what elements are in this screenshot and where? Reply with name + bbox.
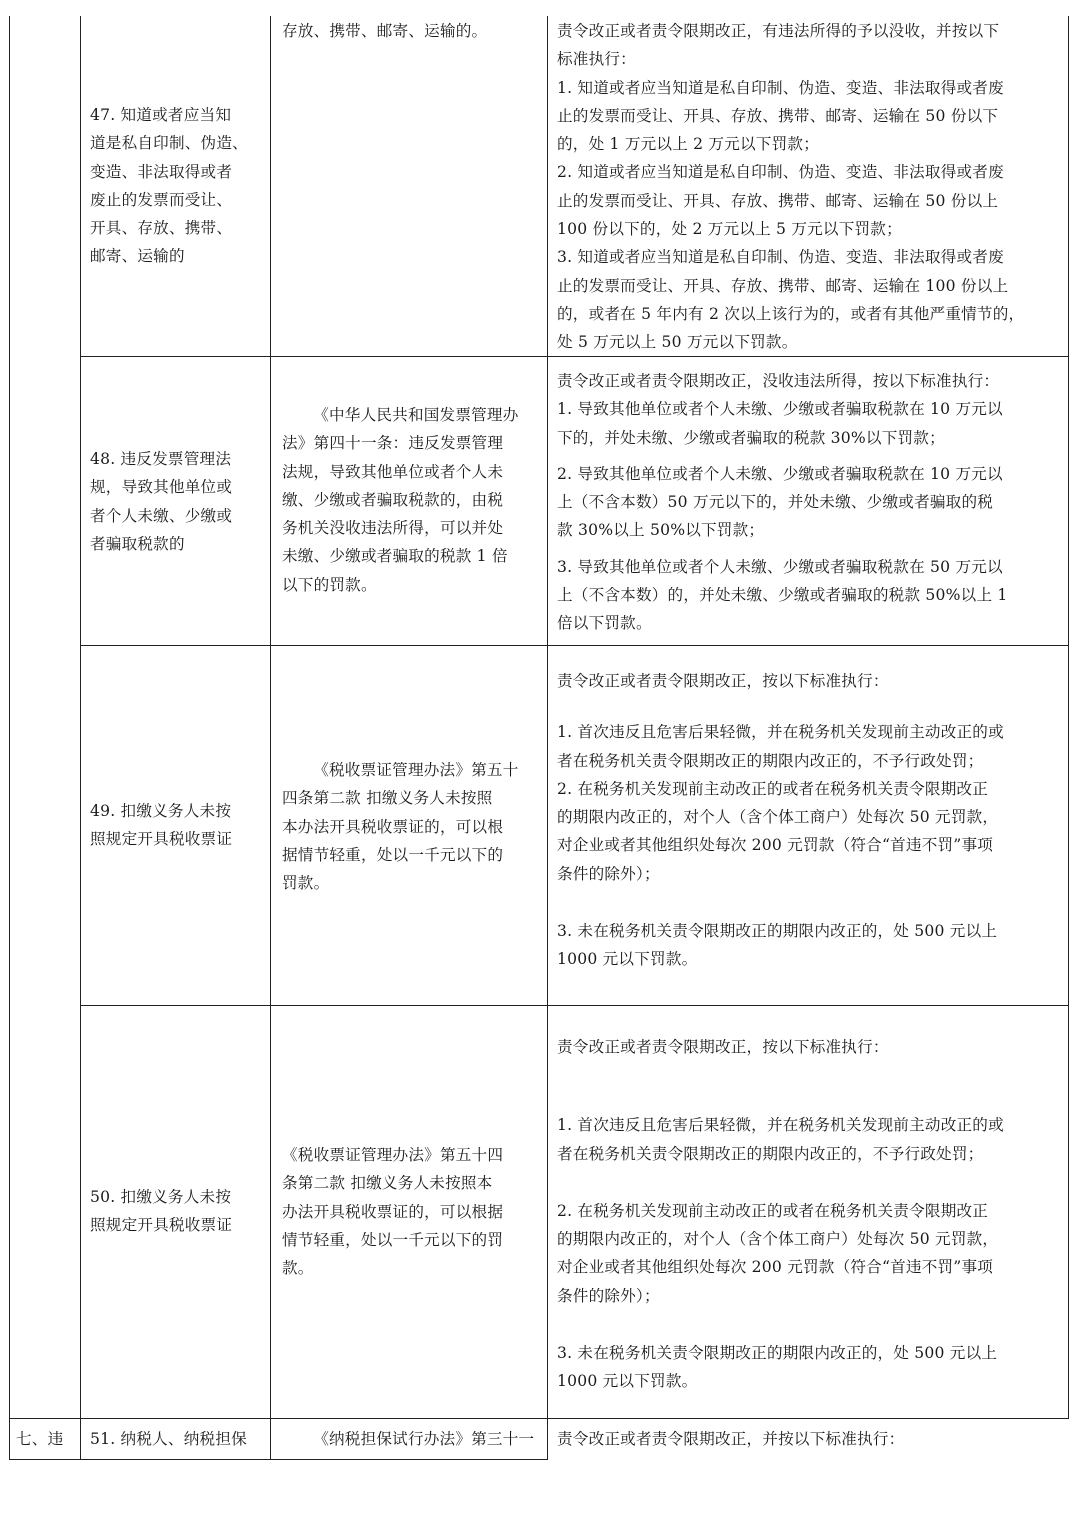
text-line: 款。 bbox=[282, 1259, 314, 1278]
text-line: 标准执行： bbox=[557, 50, 636, 69]
text-line: 51. 纳税人、纳税担保 bbox=[90, 1430, 247, 1448]
text-line: 款 30%以上 50%以下罚款； bbox=[557, 521, 765, 540]
text-line: 对企业或者其他组织处每次 200 元罚款（符合“首违不罚”事项 bbox=[557, 836, 994, 855]
text-line: 条件的除外）； bbox=[557, 1286, 660, 1305]
text-line: 下的，并处未缴、少缴或者骗取的税款 30%以下罚款； bbox=[557, 428, 945, 447]
row-50-item bbox=[90, 1183, 266, 1240]
row-51-item bbox=[90, 1425, 266, 1453]
text-line: 2. 在税务机关发现前主动改正的或者在税务机关责令限期改正 bbox=[557, 779, 989, 798]
text-line: 条件的除外）； bbox=[557, 864, 660, 883]
text-line: 废止的发票而受让、 bbox=[90, 190, 233, 209]
text-line: 47. 知道或者应当知 bbox=[90, 106, 232, 124]
row-50-standard bbox=[557, 1033, 1065, 1396]
row-51-basis bbox=[282, 1425, 544, 1453]
text-line: 七、违 bbox=[16, 1430, 64, 1448]
text-line: 责令改正或者责令限期改正，按以下标准执行： bbox=[557, 672, 889, 690]
text-line: 者个人未缴、少缴或 bbox=[90, 506, 233, 525]
table-border-right bbox=[1068, 16, 1069, 1418]
text-line: 《纳税担保试行办法》第三十一 bbox=[313, 1430, 535, 1448]
row-48-standard bbox=[557, 367, 1065, 638]
row-51-category bbox=[16, 1425, 78, 1453]
text-line: 1. 首次违反且危害后果轻微，并在税务机关发现前主动改正的或 bbox=[557, 723, 1004, 742]
text-line: 上（不含本数）50 万元以下的，并处未缴、少缴或者骗取的税 bbox=[557, 493, 994, 512]
row-47-item bbox=[90, 101, 266, 271]
text-line: 1. 知道或者应当知道是私自印制、伪造、变造、非法取得或者废 bbox=[557, 78, 1004, 97]
text-line: 2. 知道或者应当知道是私自印制、伪造、变造、非法取得或者废 bbox=[557, 163, 1004, 182]
text-line: 2. 在税务机关发现前主动改正的或者在税务机关责令限期改正 bbox=[557, 1201, 989, 1220]
text-line: 者在税务机关责令限期改正的期限内改正的，不予行政处罚； bbox=[557, 1144, 984, 1163]
text-line: 止的发票而受让、开具、存放、携带、邮寄、运输在 50 份以上 bbox=[557, 191, 999, 210]
text-line: 《税收票证管理办法》第五十四 bbox=[282, 1146, 504, 1164]
row-49-standard bbox=[557, 667, 1065, 974]
text-line: 3. 未在税务机关责令限期改正的期限内改正的，处 500 元以上 bbox=[557, 1344, 998, 1363]
text-line: 邮寄、运输的 bbox=[90, 247, 185, 266]
text-line: 据情节轻重，处以一千元以下的 bbox=[282, 845, 504, 864]
text-line: 的，处 1 万元以上 2 万元以下罚款； bbox=[557, 135, 819, 154]
text-line: 3. 未在税务机关责令限期改正的期限内改正的，处 500 元以上 bbox=[557, 922, 998, 941]
text-line: 未缴、少缴或者骗取的税款 1 倍 bbox=[282, 547, 508, 566]
text-line: 3. 导致其他单位或者个人未缴、少缴或者骗取税款在 50 万元以 bbox=[557, 557, 1003, 576]
column-divider-item bbox=[270, 16, 271, 1460]
text-line: 缴、少缴或者骗取税款的，由税 bbox=[282, 490, 504, 509]
text-line: 法》第四十一条：违反发票管理 bbox=[282, 434, 504, 453]
text-line: 100 份以下的，处 2 万元以上 5 万元以下罚款； bbox=[557, 220, 902, 239]
text-line: 开具、存放、携带、 bbox=[90, 219, 233, 238]
text-line: 倍以下罚款。 bbox=[557, 614, 652, 633]
text-line: 止的发票而受让、开具、存放、携带、邮寄、运输在 50 份以下 bbox=[557, 106, 999, 125]
text-line: 道是私自印制、伪造、 bbox=[90, 134, 248, 153]
row-divider-50-51 bbox=[9, 1418, 1069, 1419]
text-line: 《税收票证管理办法》第五十 bbox=[313, 761, 519, 779]
text-line: 以下的罚款。 bbox=[282, 575, 377, 594]
text-line: 的期限内改正的，对个人（含个体工商户）处每次 50 元罚款， bbox=[557, 1230, 999, 1249]
text-line: 上（不含本数）的，并处未缴、少缴或者骗取的税款 50%以上 1 bbox=[557, 586, 1008, 605]
column-divider-basis bbox=[547, 16, 548, 1460]
text-line: 《中华人民共和国发票管理办 bbox=[313, 406, 519, 424]
row-49-item bbox=[90, 797, 266, 854]
row-49-basis bbox=[282, 756, 544, 897]
row-divider-49-50 bbox=[80, 1005, 1069, 1006]
text-line: 1. 导致其他单位或者个人未缴、少缴或者骗取税款在 10 万元以 bbox=[557, 400, 1003, 419]
text-line: 责令改正或者责令限期改正，并按以下标准执行： bbox=[557, 1430, 905, 1448]
text-line: 对企业或者其他组织处每次 200 元罚款（符合“首违不罚”事项 bbox=[557, 1258, 994, 1277]
text-line: 2. 导致其他单位或者个人未缴、少缴或者骗取税款在 10 万元以 bbox=[557, 464, 1003, 483]
text-line: 处 5 万元以上 50 万元以下罚款。 bbox=[557, 333, 798, 352]
text-line: 的期限内改正的，对个人（含个体工商户）处每次 50 元罚款， bbox=[557, 808, 999, 827]
text-line: 止的发票而受让、开具、存放、携带、邮寄、运输在 100 份以上 bbox=[557, 276, 1009, 295]
text-line: 者在税务机关责令限期改正的期限内改正的，不予行政处罚； bbox=[557, 751, 984, 770]
text-line: 存放、携带、邮寄、运输的。 bbox=[282, 22, 488, 40]
row-47-basis bbox=[282, 17, 544, 45]
row-divider-48-49 bbox=[80, 645, 1069, 646]
text-line: 务机关没收违法所得，可以并处 bbox=[282, 519, 504, 538]
text-line: 条第二款 扣缴义务人未按照本 bbox=[282, 1174, 493, 1193]
text-line: 者骗取税款的 bbox=[90, 534, 185, 553]
text-line: 罚款。 bbox=[282, 874, 330, 893]
text-line: 办法开具税收票证的，可以根据 bbox=[282, 1202, 504, 1221]
table-border-left bbox=[9, 16, 10, 1460]
text-line: 责令改正或者责令限期改正，有违法所得的予以没收，并按以下 bbox=[557, 22, 1000, 40]
text-line: 1000 元以下罚款。 bbox=[557, 1372, 698, 1391]
column-divider-category bbox=[80, 16, 81, 1460]
text-line: 规，导致其他单位或 bbox=[90, 478, 233, 497]
text-line: 照规定开具税收票证 bbox=[90, 1216, 233, 1235]
text-line: 50. 扣缴义务人未按 bbox=[90, 1188, 232, 1206]
row-51-standard bbox=[557, 1425, 1065, 1453]
text-line: 48. 违反发票管理法 bbox=[90, 450, 232, 468]
text-line: 49. 扣缴义务人未按 bbox=[90, 802, 232, 820]
row-48-item bbox=[90, 445, 266, 558]
row-47-standard bbox=[557, 17, 1065, 357]
text-line: 四条第二款 扣缴义务人未按照 bbox=[282, 789, 493, 808]
text-line: 1. 首次违反且危害后果轻微，并在税务机关发现前主动改正的或 bbox=[557, 1116, 1004, 1135]
text-line: 1000 元以下罚款。 bbox=[557, 950, 698, 969]
text-line: 法规，导致其他单位或者个人未 bbox=[282, 462, 504, 481]
text-line: 3. 知道或者应当知道是私自印制、伪造、变造、非法取得或者废 bbox=[557, 248, 1004, 267]
text-line: 情节轻重，处以一千元以下的罚 bbox=[282, 1230, 504, 1249]
text-line: 照规定开具税收票证 bbox=[90, 830, 233, 849]
text-line: 责令改正或者责令限期改正，没收违法所得，按以下标准执行： bbox=[557, 372, 1000, 390]
table-border-bottom bbox=[9, 1459, 548, 1460]
text-line: 责令改正或者责令限期改正，按以下标准执行： bbox=[557, 1038, 889, 1056]
text-line: 的，或者在 5 年内有 2 次以上该行为的，或者有其他严重情节的， bbox=[557, 304, 1025, 323]
text-line: 本办法开具税收票证的，可以根 bbox=[282, 817, 504, 836]
row-50-basis bbox=[282, 1141, 544, 1282]
text-line: 变造、非法取得或者 bbox=[90, 162, 233, 181]
row-48-basis bbox=[282, 401, 544, 599]
